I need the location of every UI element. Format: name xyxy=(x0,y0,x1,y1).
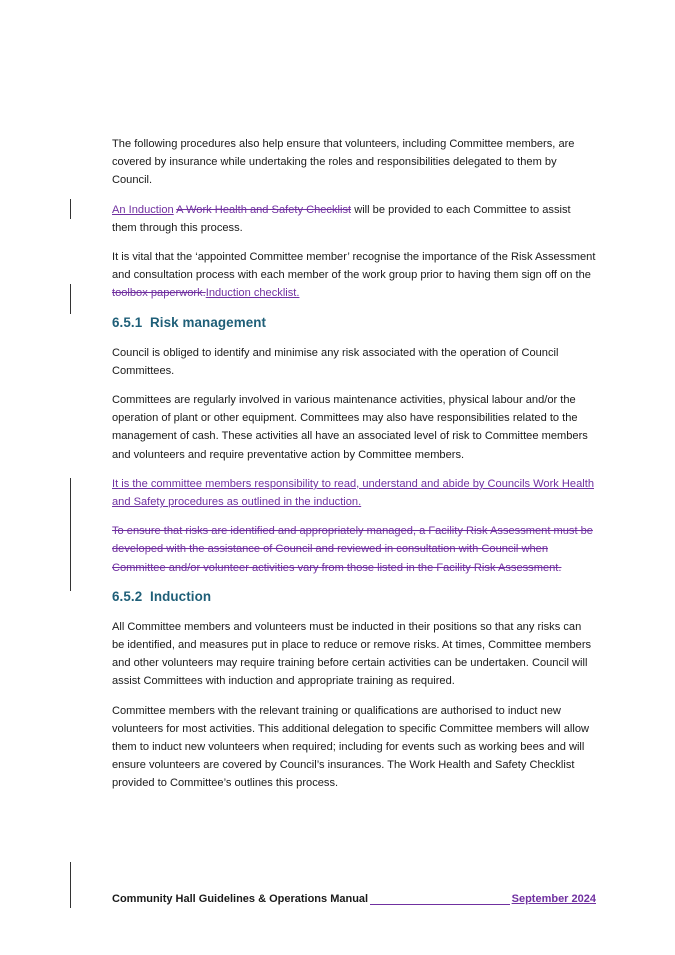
paragraph-insurance xyxy=(112,135,596,190)
paragraph-risk-assessment xyxy=(112,248,596,303)
paragraph-text: The following procedures also help ensure that volunteers, including Committee members, are covered by insurance while undertaking the roles and responsibilities delegated to them by Council. xyxy=(112,138,575,187)
paragraph-risk-obligation xyxy=(112,344,596,380)
paragraph-induction-requirements xyxy=(112,618,596,691)
change-bar xyxy=(70,478,71,591)
section-number: 6.5.1 xyxy=(112,314,143,330)
paragraph-text: Council is obliged to identify and minimise any risk associated with the operation of Council Committees. xyxy=(112,346,559,377)
document-body xyxy=(112,135,596,804)
paragraph-risk-responsibility xyxy=(112,475,596,511)
footer-rule xyxy=(370,892,510,905)
section-title: Risk management xyxy=(150,314,267,330)
paragraph-text: Committee members with the relevant training or qualifications are authorised to induct new volunteers for most activities. This additional delegation to specific Committee members will allow them to induct new volunteers when required; including for events such as working bees and will ensure volunteers are covered by Council’s insurances. The Work Health and Safety Checklist provided to Committee’s outlines this process. xyxy=(112,704,590,790)
paragraph-text: Committees are regularly involved in various maintenance activities, physical labour and/or the operation of plant or other equipment. Committees may also have responsibilities related to the management of cash. These activities all have an associated level of risk to Committee members and volunteers and require preventative action by Committee members. xyxy=(112,394,588,461)
paragraph-risk-assessment-deleted xyxy=(112,522,596,577)
tracked-insertion: An Induction xyxy=(112,203,174,216)
paragraph-risk-activities xyxy=(112,391,596,464)
change-bar xyxy=(70,862,71,908)
footer-date: September 2024 xyxy=(511,893,596,905)
paragraph-induction-checklist xyxy=(112,201,596,237)
paragraph-text: It is vital that the ‘appointed Committee member’ recognise the importance of the Risk Assessment and consultation process with each member of the work group prior to having them sign off on the xyxy=(112,251,596,282)
paragraph-text: All Committee members and volunteers must be inducted in their positions so that any risks can be identified, and measures put in place to reduce or remove risks. At times, Committee members and other volunteers may require training before certain activities can be undertaken. Council will assist Committees with induction and appropriate training as required. xyxy=(112,620,592,688)
tracked-insertion: It is the committee members responsibility to read, understand and abide by Councils Work Health and Safety procedures as outlined in the induction. xyxy=(112,477,594,509)
tracked-deletion: To ensure that risks are identified and appropriately managed, a Facility Risk Assessment must be developed with the assistance of Council and reviewed in consultation with Council when Committee and/or volunteer activities vary from those listed in the Facility Risk Assessment. xyxy=(112,525,593,574)
section-title: Induction xyxy=(150,588,212,604)
change-bar xyxy=(70,199,71,219)
footer-title: Community Hall Guidelines & Operations Manual xyxy=(112,893,369,905)
section-heading-induction xyxy=(112,588,596,606)
tracked-deletion: A Work Health and Safety Checklist xyxy=(176,203,352,216)
tracked-insertion: Induction checklist. xyxy=(205,287,300,300)
section-heading-risk-management xyxy=(112,314,596,332)
page-footer xyxy=(112,892,596,905)
change-bar xyxy=(70,284,71,314)
paragraph-text: will be provided to each Committee to assist them through this process. xyxy=(112,203,571,234)
section-number: 6.5.2 xyxy=(112,588,143,604)
tracked-deletion: toolbox paperwork. xyxy=(112,287,206,300)
paragraph-induction-delegation xyxy=(112,702,596,793)
